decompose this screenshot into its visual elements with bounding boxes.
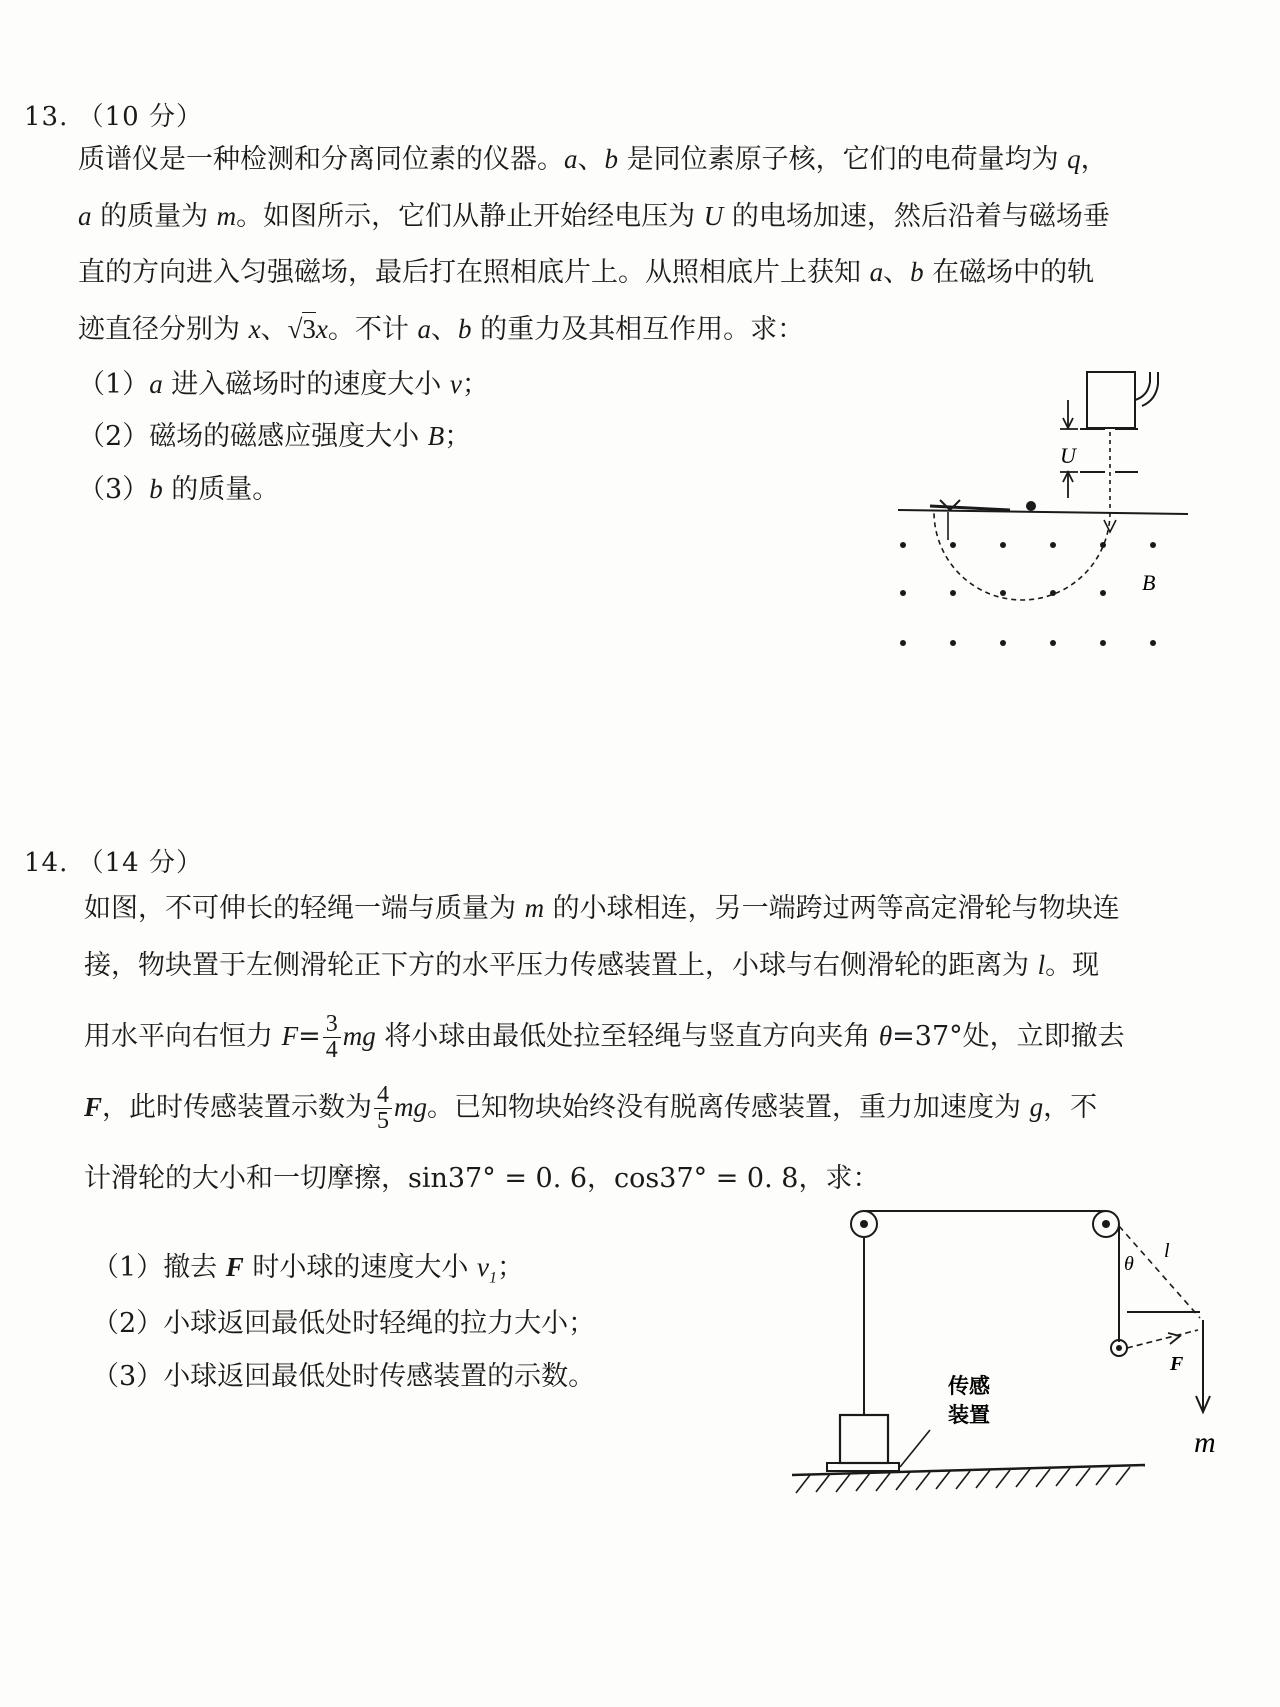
var-b: b bbox=[910, 257, 924, 287]
q14-text: ，不 bbox=[1043, 1092, 1098, 1124]
q14-pulley-figure bbox=[780, 1190, 1216, 1510]
magnetic-field-dots bbox=[900, 542, 1156, 646]
var-F: F bbox=[225, 1252, 244, 1282]
ion-trajectory bbox=[934, 512, 1110, 600]
var-B: B bbox=[427, 421, 445, 451]
label-m: m bbox=[1194, 1426, 1216, 1459]
q14-text: 将小球由最低处拉至轻绳与竖直方向夹角 bbox=[375, 1021, 879, 1053]
var-b: b bbox=[457, 314, 472, 344]
plate-mark bbox=[930, 506, 1010, 510]
impact-dot bbox=[1026, 501, 1036, 511]
pressure-sensor bbox=[827, 1463, 899, 1471]
q14-line-4 bbox=[84, 1083, 1097, 1134]
q14-line-5: 计滑轮的大小和一切摩擦，sin37° = 0. 6，cos37° = 0. 8，求： bbox=[84, 1163, 880, 1194]
var-a: a bbox=[78, 201, 92, 231]
q13-mass-spectrometer-figure bbox=[880, 360, 1210, 660]
sub-text: ； bbox=[444, 421, 472, 452]
label-theta: θ bbox=[1124, 1253, 1134, 1275]
label-l: l bbox=[1164, 1240, 1170, 1262]
sub-text: ； bbox=[496, 1252, 524, 1283]
sub-number: （2） bbox=[92, 1308, 164, 1339]
q13-sub-2 bbox=[78, 414, 471, 453]
q14-line-2 bbox=[84, 949, 1099, 982]
var-a: a bbox=[149, 369, 163, 399]
var-m: m bbox=[524, 893, 545, 923]
sub-text: 磁场的磁感应强度大小 bbox=[149, 421, 428, 452]
var-g: g bbox=[1029, 1092, 1044, 1123]
q13-text: 、 bbox=[430, 314, 458, 345]
sensor-label-line-1: 传感 bbox=[948, 1374, 990, 1398]
q13-score: （10 分） bbox=[77, 102, 203, 132]
fraction-3-4 bbox=[323, 1012, 341, 1063]
sqrt-radicand: 3 bbox=[302, 314, 316, 344]
sub-number: （3） bbox=[92, 1361, 164, 1392]
var-b: b bbox=[149, 474, 163, 504]
q13-text: 的电场加速，然后沿着与磁场垂 bbox=[723, 201, 1110, 232]
var-l: l bbox=[1037, 950, 1046, 980]
q13-text: 。如图所示，它们从静止开始经电压为 bbox=[236, 201, 704, 232]
q13-line-1 bbox=[78, 143, 1108, 176]
q14-line-1 bbox=[84, 892, 1120, 925]
var-b: b bbox=[604, 144, 618, 174]
q14-line-3 bbox=[84, 1012, 1125, 1063]
photographic-plate bbox=[898, 510, 1188, 514]
label-B: B bbox=[1142, 570, 1156, 595]
q13-text: 质谱仪是一种检测和分离同位素的仪器。 bbox=[78, 144, 564, 175]
q14-text: ，此时传感装置示数为 bbox=[102, 1092, 373, 1124]
q14-text: 如图，不可伸长的轻绳一端与质量为 bbox=[84, 893, 525, 924]
q13-text: ， bbox=[1080, 144, 1108, 175]
q13-text: 的重力及其相互作用。求： bbox=[471, 314, 805, 345]
q13-number: 13. bbox=[24, 102, 69, 132]
sub-text: 时小球的速度大小 bbox=[243, 1252, 477, 1283]
sub-text: 小球返回最低处时轻绳的拉力大小； bbox=[163, 1308, 596, 1339]
q13-text: 在磁场中的轨 bbox=[923, 257, 1095, 288]
q13-line-3 bbox=[78, 256, 1094, 289]
label-U: U bbox=[1060, 443, 1076, 468]
sub-text: ； bbox=[461, 369, 489, 400]
sub-number: （1） bbox=[78, 369, 150, 400]
q14-sub-3 bbox=[92, 1354, 595, 1393]
q14-text: =37°处，立即撤去 bbox=[892, 1021, 1125, 1053]
q13-text: 、 bbox=[260, 314, 288, 345]
var-a: a bbox=[417, 314, 431, 344]
q13-text: 迹直径分别为 bbox=[78, 314, 249, 345]
var-a: a bbox=[869, 257, 884, 287]
q13-text: 是同位素原子核，它们的电荷量均为 bbox=[618, 144, 1068, 175]
ball-center bbox=[1116, 1345, 1122, 1351]
sub-text: 撤去 bbox=[163, 1252, 226, 1283]
fraction-denominator: 5 bbox=[377, 1108, 390, 1135]
var-theta: θ bbox=[878, 1021, 893, 1052]
var-a: a bbox=[564, 144, 578, 174]
q14-text: 接，物块置于左侧滑轮正下方的水平压力传感装置上，小球与右侧滑轮的距离为 bbox=[84, 950, 1038, 981]
q13-sub-3 bbox=[78, 467, 279, 506]
var-q: q bbox=[1067, 144, 1081, 174]
sub-number: （3） bbox=[78, 474, 150, 505]
label-F: F bbox=[1170, 1353, 1184, 1375]
fraction-numerator: 4 bbox=[374, 1083, 392, 1109]
fraction-denominator: 4 bbox=[325, 1037, 338, 1064]
q13-text: 的质量为 bbox=[91, 201, 217, 232]
sub-text: 小球返回最低处时传感装置的示数。 bbox=[163, 1361, 596, 1392]
var-F: F bbox=[281, 1021, 299, 1052]
q14-header bbox=[24, 842, 203, 879]
sub-number: （2） bbox=[78, 421, 150, 452]
q13-sub-1 bbox=[78, 362, 489, 401]
q14-text: 。现 bbox=[1045, 950, 1100, 981]
q13-text: 直的方向进入匀强磁场，最后打在照相底片上。从照相底片上获知 bbox=[78, 257, 870, 288]
q14-text: 用水平向右恒力 bbox=[84, 1021, 282, 1053]
var-m: m bbox=[216, 201, 237, 231]
pulley-axle bbox=[1102, 1220, 1110, 1228]
q13-text: 、 bbox=[577, 144, 605, 175]
fraction-numerator: 3 bbox=[323, 1012, 341, 1038]
subscript: 1 bbox=[488, 1269, 497, 1287]
q14-score: （14 分） bbox=[77, 848, 203, 878]
var-x: x bbox=[248, 314, 261, 344]
q13-text: 。不计 bbox=[327, 314, 418, 345]
var-U: U bbox=[703, 201, 724, 231]
var-mg: mg bbox=[342, 1021, 376, 1052]
q13-header bbox=[24, 96, 203, 133]
q14-text: = bbox=[298, 1021, 321, 1053]
q14-text: 的小球相连，另一端跨过两等高定滑轮与物块连 bbox=[544, 893, 1120, 924]
var-mg: mg bbox=[394, 1092, 428, 1123]
block bbox=[840, 1415, 888, 1463]
q14-text: 。已知物块始终没有脱离传感装置，重力加速度为 bbox=[427, 1092, 1030, 1124]
q13-line-4 bbox=[78, 313, 804, 346]
sensor-leader-line bbox=[900, 1430, 930, 1467]
fraction-4-5 bbox=[374, 1083, 392, 1134]
q13-line-2 bbox=[78, 200, 1110, 233]
arrow-head-icon bbox=[1168, 1333, 1180, 1344]
force-F-arrow bbox=[1127, 1330, 1198, 1348]
sqrt-3: √3 bbox=[287, 314, 316, 344]
sub-text: 的质量。 bbox=[162, 474, 280, 505]
sub-number: （1） bbox=[92, 1252, 164, 1283]
q13-text: 、 bbox=[883, 257, 911, 288]
sub-text: 进入磁场时的速度大小 bbox=[162, 369, 450, 400]
var-v: v bbox=[449, 369, 462, 399]
var-x: x bbox=[315, 314, 328, 344]
ion-source-box bbox=[1087, 372, 1135, 428]
pulley-axle bbox=[860, 1220, 868, 1228]
var-F: F bbox=[84, 1092, 103, 1123]
var-v: v bbox=[476, 1252, 489, 1282]
q14-sub-2 bbox=[92, 1301, 595, 1340]
q14-sub-1 bbox=[92, 1245, 524, 1287]
source-inlet-tube bbox=[1135, 372, 1150, 400]
sensor-label-line-2: 装置 bbox=[948, 1403, 990, 1427]
q14-number: 14. bbox=[24, 848, 69, 878]
